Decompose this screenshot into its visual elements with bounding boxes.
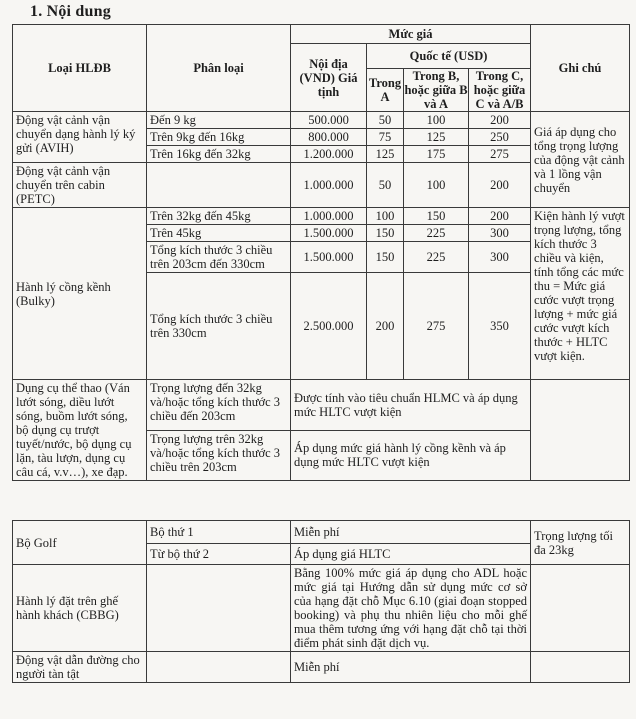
zone-c-price: 275 [469, 146, 531, 163]
zone-c-price: 300 [469, 225, 531, 242]
zone-c-price: 200 [469, 163, 531, 208]
zone-c-price: 350 [469, 273, 531, 380]
zone-c-price: 300 [469, 242, 531, 273]
price-merged: Miễn phí [291, 652, 531, 683]
domestic-price: 2.500.000 [291, 273, 367, 380]
price-merged: Miễn phí [291, 521, 531, 544]
domestic-price: 1.200.000 [291, 146, 367, 163]
zone-b-price: 100 [404, 163, 469, 208]
header-type: Loại HLĐB [13, 25, 147, 112]
domestic-price: 1.500.000 [291, 225, 367, 242]
header-row-1 [13, 25, 630, 44]
header-zone-a: Trong A [367, 69, 404, 112]
note-guide-animal [531, 652, 630, 683]
zone-a-price: 100 [367, 208, 404, 225]
section-heading: 1. Nội dung [30, 3, 111, 20]
price-merged: Được tính vào tiêu chuẩn HLMC và áp dụng mức HLTC vượt kiện [291, 380, 531, 431]
class-cell [147, 565, 291, 652]
header-class: Phân loại [147, 25, 291, 112]
table-row [13, 652, 630, 683]
zone-b-price: 100 [404, 112, 469, 129]
zone-a-price: 125 [367, 146, 404, 163]
class-cell [147, 652, 291, 683]
type-cbbg: Hành lý đặt trên ghế hành khách (CBBG) [13, 565, 147, 652]
zone-c-price: 250 [469, 129, 531, 146]
zone-c-price: 200 [469, 112, 531, 129]
header-zone-b: Trong B, hoặc giữa B và A [404, 69, 468, 111]
zone-b-price: 150 [404, 208, 469, 225]
note-cbbg [531, 565, 630, 652]
zone-b-price: 275 [404, 273, 469, 380]
domestic-price: 800.000 [291, 129, 367, 146]
price-merged: Áp dụng mức giá hành lý cồng kềnh và áp dụng mức HLTC vượt kiện [291, 430, 531, 481]
zone-a-price: 50 [367, 112, 404, 129]
class-cell: Trọng lượng đến 32kg và/hoặc tổng kích thước 3 chiều đến 203cm [147, 380, 291, 431]
type-golf: Bộ Golf [13, 521, 147, 565]
note-sports [531, 380, 630, 481]
zone-b-price: 225 [404, 225, 469, 242]
zone-a-price: 50 [367, 163, 404, 208]
class-cell: Tổng kích thước 3 chiều trên 330cm [147, 273, 291, 380]
table-row [13, 521, 630, 544]
class-cell: Trên 16kg đến 32kg [147, 146, 291, 163]
class-cell: Tổng kích thước 3 chiều trên 203cm đến 330cm [147, 242, 291, 273]
header-international: Quốc tế (USD) [367, 44, 531, 69]
header-domestic: Nội địa (VND) Giá tịnh [291, 44, 367, 112]
class-cell: Bộ thứ 1 [147, 521, 291, 544]
zone-b-price: 125 [404, 129, 469, 146]
type-guide-animal: Động vật dẫn đường cho người tàn tật [13, 652, 147, 683]
special-baggage-price-table [12, 24, 630, 481]
header-note: Ghi chú [531, 25, 630, 112]
header-price: Mức giá [291, 25, 531, 44]
type-petc: Động vật cảnh vận chuyển trên cabin (PETC) [13, 163, 147, 208]
zone-a-price: 150 [367, 225, 404, 242]
domestic-price: 500.000 [291, 112, 367, 129]
class-cell: Từ bộ thứ 2 [147, 544, 291, 565]
domestic-price: 1.000.000 [291, 208, 367, 225]
note-bulky: Kiện hành lý vượt trọng lượng, tổng kích thước 3 chiều và kiện, tính tổng các mức thu = Mức giá cước vượt trọng lượng + mức giá cước vượt kích thước + HLTC vượt kiện. [531, 208, 630, 380]
zone-a-price: 75 [367, 129, 404, 146]
class-cell: Trọng lượng trên 32kg và/hoặc tổng kích thước 3 chiều trên 203cm [147, 430, 291, 481]
type-bulky: Hành lý cồng kềnh (Bulky) [13, 208, 147, 380]
note-golf: Trọng lượng tối đa 23kg [531, 521, 630, 565]
class-cell [147, 163, 291, 208]
class-cell: Trên 45kg [147, 225, 291, 242]
domestic-price: 1.500.000 [291, 242, 367, 273]
zone-c-price: 200 [469, 208, 531, 225]
domestic-price: 1.000.000 [291, 163, 367, 208]
class-cell: Đến 9 kg [147, 112, 291, 129]
zone-a-price: 200 [367, 273, 404, 380]
table-row [13, 208, 630, 225]
header-zone-c: Trong C, hoặc giữa C và A/B [469, 69, 531, 112]
table-row [13, 565, 630, 652]
type-avih: Động vật cảnh vận chuyển dạng hành lý ký gửi (AVIH) [13, 112, 147, 163]
class-cell: Trên 32kg đến 45kg [147, 208, 291, 225]
class-cell: Trên 9kg đến 16kg [147, 129, 291, 146]
price-merged: Áp dụng giá HLTC [291, 544, 531, 565]
special-baggage-price-table-continued [12, 520, 630, 683]
zone-b-price: 225 [404, 242, 469, 273]
zone-b-price: 175 [404, 146, 469, 163]
type-sports: Dụng cụ thể thao (Ván lướt sóng, diều lướt sóng, buồm lướt sóng, bộ dụng cụ trượt tuyết/nước, bộ dụng cụ lặn, tàu lượn, dụng cụ câu cá, v.v…), xe đạp. [13, 380, 147, 481]
note-avih: Giá áp dụng cho tổng trọng lượng của động vật cảnh và 1 lồng vận chuyển [531, 112, 630, 208]
price-merged: Bằng 100% mức giá áp dụng cho ADL hoặc mức giá tại Hướng dẫn sử dụng mức cơ sở của hạng đặt chỗ Mục 6.10 (giai đoạn stopped booking) và phụ thu nhiên liệu cho mỗi ghế mua thêm tương ứng với hạng đặt chỗ tại thời điểm phát sinh đặt dịch vụ. [291, 565, 531, 652]
table-row [13, 380, 630, 431]
zone-a-price: 150 [367, 242, 404, 273]
table-row [13, 112, 630, 129]
